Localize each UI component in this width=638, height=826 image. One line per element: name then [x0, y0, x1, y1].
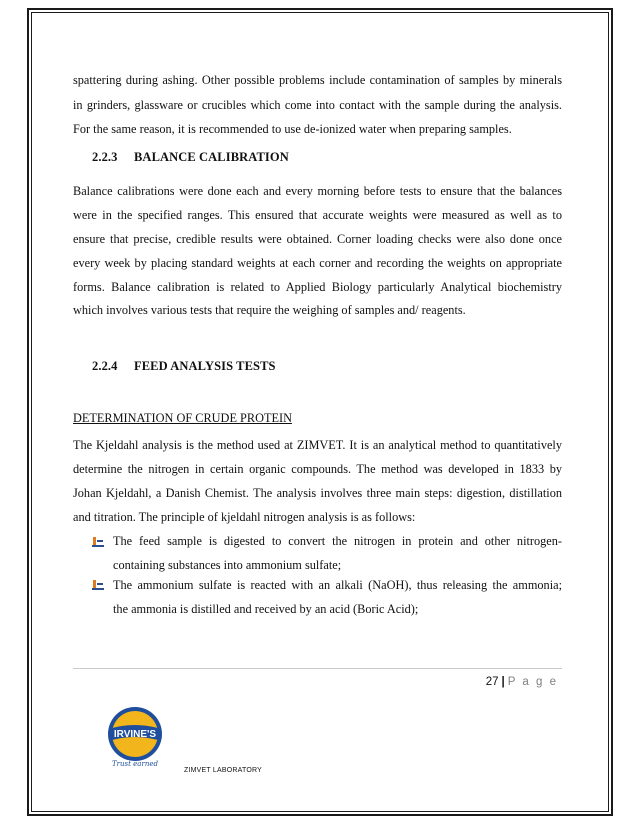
page-number-value: 27 [485, 676, 499, 688]
paragraph-line: which involves various tests that require the weighing of samples and/ reagents. [73, 303, 466, 317]
svg-text:Trust earned: Trust earned [112, 760, 158, 768]
paragraph-line: determine the nitrogen in certain organic compounds. The method was developed in 1833 by [73, 462, 562, 476]
paragraph-line: and titration. The principle of kjeldahl nitrogen analysis is as follows: [73, 510, 416, 524]
subheading-crude-protein: DETERMINATION OF CRUDE PROTEIN [73, 411, 292, 425]
svg-text:IRVINE'S: IRVINE'S [113, 729, 157, 740]
paragraph-line: every week by placing standard weights at each corner and recording the weights on appropriate [73, 256, 562, 270]
paragraph-line: Johan Kjeldahl, a Danish Chemist. The analysis involves three main steps: digestion, distillation [73, 486, 562, 500]
section-number: 2.2.4 [92, 359, 118, 373]
paragraph-line: Balance calibrations were done each and every morning before tests to ensure that the balances [73, 184, 562, 198]
page-word: P a g e [507, 676, 558, 688]
section-heading-feed-analysis [92, 359, 276, 374]
bullet-line: The ammonium sulfate is reacted with an alkali (NaOH), thus releasing the ammonia; [113, 578, 562, 592]
section-number: 2.2.3 [92, 150, 118, 164]
paragraph-line: were in the specified ranges. This ensured that accurate weights were measured as well as to [73, 208, 562, 222]
paragraph-line: ensure that precise, credible results were obtained. Corner loading checks were also done once [73, 232, 562, 246]
paragraph-line: forms. Balance calibration is related to Applied Biology particularly Analytical biochemistry [73, 280, 562, 294]
bullet-line: the ammonia is distilled and received by an acid (Boric Acid); [113, 602, 419, 616]
paragraph-line: spattering during ashing. Other possible problems include contamination of samples by minerals [73, 73, 562, 87]
page-number-separator: | [501, 676, 505, 688]
paragraph-line: in grinders, glassware or crucibles which come into contact with the sample during the analysis. [73, 98, 562, 112]
section-title: FEED ANALYSIS TESTS [134, 359, 276, 373]
laboratory-name: ZIMVET LABORATORY [184, 767, 262, 774]
irvines-logo [106, 706, 164, 768]
footer-divider [73, 668, 562, 669]
paragraph-line: The Kjeldahl analysis is the method used at ZIMVET. It is an analytical method to quantitatively [73, 438, 562, 452]
section-heading-balance-calibration [92, 150, 289, 165]
titration-bullet-icon [92, 580, 104, 591]
section-title: BALANCE CALIBRATION [134, 150, 289, 164]
bullet-line: containing substances into ammonium sulfate; [113, 558, 342, 572]
page-number [486, 676, 558, 688]
titration-bullet-icon [92, 537, 104, 548]
bullet-line: The feed sample is digested to convert the nitrogen in protein and other nitrogen- [113, 534, 562, 548]
paragraph-line: For the same reason, it is recommended to use de-ionized water when preparing samples. [73, 122, 512, 136]
